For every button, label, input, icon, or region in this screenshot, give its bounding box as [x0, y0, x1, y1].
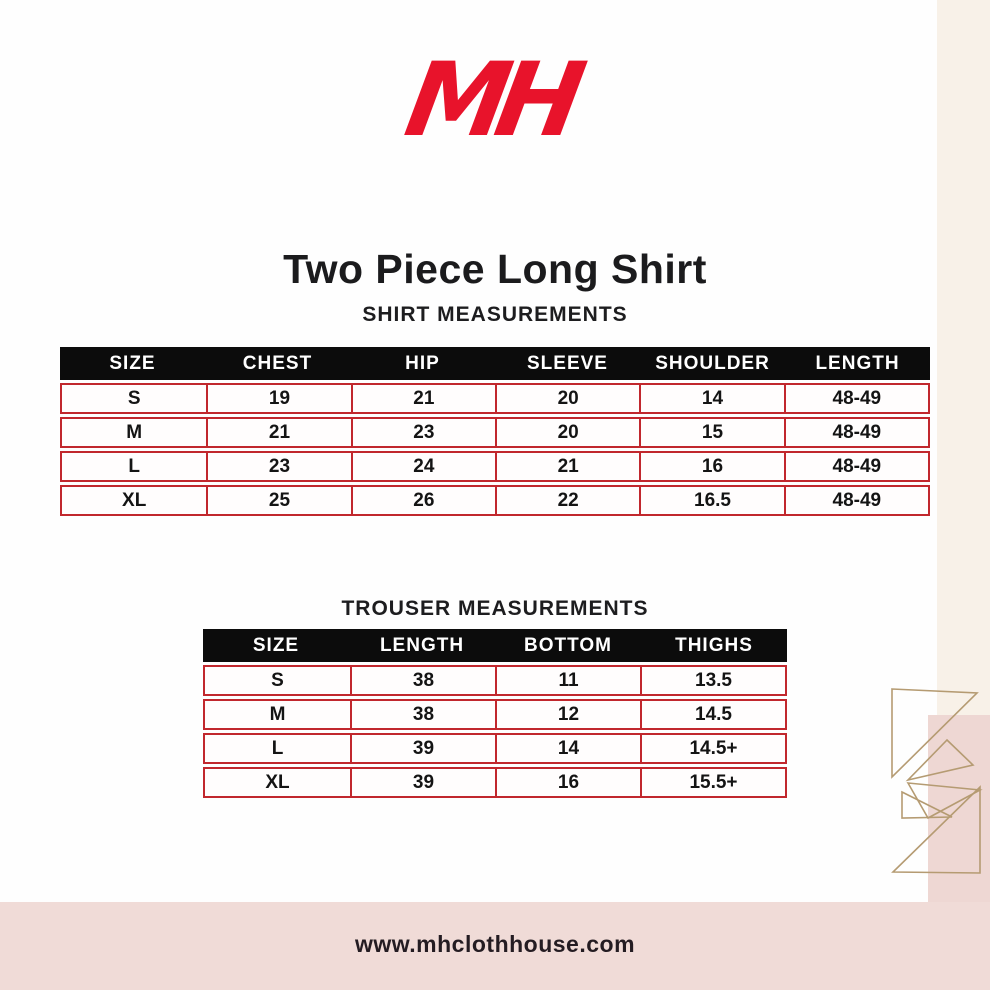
- table-cell: 22: [495, 487, 639, 514]
- table-cell: 16: [639, 453, 783, 480]
- table-row: [60, 383, 930, 414]
- table-cell: 23: [351, 419, 495, 446]
- table-cell: 16.5: [639, 487, 783, 514]
- table-cell: 15.5+: [640, 769, 785, 796]
- table-cell: 14: [495, 735, 640, 762]
- table-cell: M: [126, 421, 143, 443]
- column-header: SIZE: [109, 352, 156, 374]
- table-cell: 39: [350, 735, 495, 762]
- table-cell: 14: [639, 385, 783, 412]
- brand-logo: [0, 42, 990, 159]
- table-cell: 15: [639, 419, 783, 446]
- table-cell: 14.5+: [640, 735, 785, 762]
- shirt-measurements-table: [60, 347, 930, 516]
- table-cell: 48-49: [784, 419, 928, 446]
- table-cell: 16: [495, 769, 640, 796]
- table-cell: 20: [495, 385, 639, 412]
- table-cell: S: [127, 387, 141, 409]
- column-header: CHEST: [242, 352, 313, 374]
- column-header: THIGHS: [675, 634, 753, 656]
- table-row: [203, 665, 787, 696]
- shirt-measurements-heading: SHIRT MEASUREMENTS: [362, 303, 628, 326]
- table-cell: L: [128, 455, 140, 477]
- table-cell: 23: [206, 453, 350, 480]
- table-cell: 20: [495, 419, 639, 446]
- table-cell: 14.5: [640, 701, 785, 728]
- table-cell: 21: [206, 419, 350, 446]
- table-cell: 38: [350, 667, 495, 694]
- table-row: [203, 699, 787, 730]
- table-cell: 48-49: [784, 385, 928, 412]
- table-cell: 21: [495, 453, 639, 480]
- table-cell: 19: [206, 385, 350, 412]
- website-url: www.mhclothhouse.com: [354, 931, 636, 957]
- page-title: Two Piece Long Shirt: [283, 246, 707, 292]
- table-cell: XL: [122, 489, 147, 511]
- column-header: HIP: [405, 352, 440, 374]
- table-cell: 12: [495, 701, 640, 728]
- table-row: [203, 733, 787, 764]
- table-cell: 39: [350, 769, 495, 796]
- column-header: LENGTH: [815, 352, 900, 374]
- table-cell: 48-49: [784, 487, 928, 514]
- table-row: [60, 451, 930, 482]
- table-header-row: [60, 347, 930, 380]
- column-header: SLEEVE: [527, 352, 608, 374]
- table-cell: 24: [351, 453, 495, 480]
- column-header: SIZE: [252, 634, 300, 656]
- column-header: BOTTOM: [524, 634, 612, 656]
- table-row: [60, 485, 930, 516]
- column-header: LENGTH: [379, 634, 465, 656]
- table-cell: 26: [351, 487, 495, 514]
- table-cell: 21: [351, 385, 495, 412]
- trouser-measurements-heading: TROUSER MEASUREMENTS: [341, 597, 649, 620]
- table-header-row: [203, 629, 787, 662]
- table-cell: S: [271, 669, 284, 691]
- brand-logo-text: MH: [397, 41, 581, 160]
- table-cell: M: [269, 703, 286, 725]
- trouser-measurements-table: [203, 629, 787, 798]
- table-cell: L: [271, 737, 284, 759]
- table-row: [203, 767, 787, 798]
- table-cell: 38: [350, 701, 495, 728]
- table-cell: 13.5: [640, 667, 785, 694]
- geometric-triangles-icon: [880, 680, 990, 890]
- table-cell: XL: [265, 771, 290, 793]
- table-cell: 25: [206, 487, 350, 514]
- table-cell: 11: [495, 667, 640, 694]
- table-cell: 48-49: [784, 453, 928, 480]
- table-row: [60, 417, 930, 448]
- column-header: SHOULDER: [655, 352, 770, 374]
